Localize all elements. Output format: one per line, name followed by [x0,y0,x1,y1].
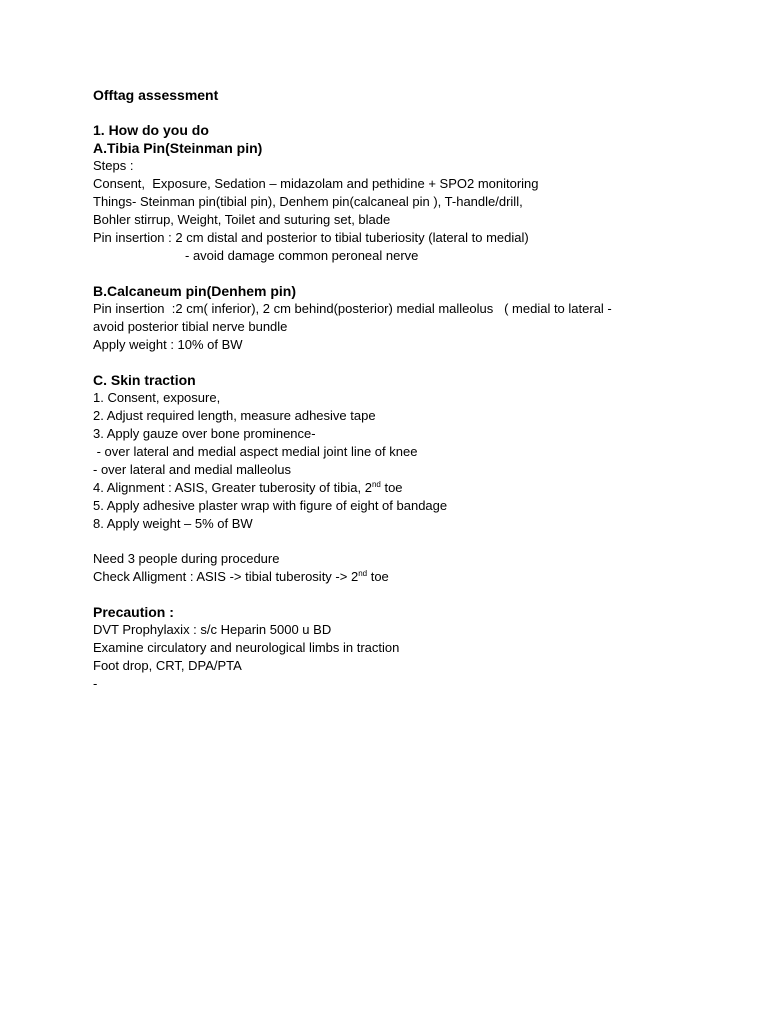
spacer [93,586,733,603]
check-toe: toe [367,569,389,584]
section-b-line: avoid posterior tibial nerve bundle [93,319,288,334]
spacer [93,354,733,371]
precaution-line: Examine circulatory and neurological limbs in traction [93,640,400,655]
section-b-line: Apply weight : 10% of BW [93,337,243,352]
spacer [93,104,733,121]
document-title: Offtag assessment [93,87,219,103]
ordinal-suffix: nd [371,480,381,489]
section-a-indent-line: - avoid damage common peroneal nerve [185,248,419,263]
precaution-heading: Precaution : [93,604,174,620]
alignment-line [93,479,733,497]
ordinal-suffix: nd [358,569,368,578]
section-c-line: 3. Apply gauze over bone prominence- [93,426,316,441]
precaution-line: DVT Prophylaxix : s/c Heparin 5000 u BD [93,622,332,637]
section-c-line: 5. Apply adhesive plaster wrap with figure of eight of bandage [93,498,448,513]
check-alignment-line [93,568,733,586]
alignment-toe: toe [380,480,403,495]
section-a-line: Bohler stirrup, Weight, Toilet and suturing set, blade [93,212,391,227]
trailing-dash: - [93,676,98,691]
section-a-line: Pin insertion : 2 cm distal and posterior to tibial tuberiosity (lateral to medial) [93,230,529,245]
section-a-line: Things- Steinman pin(tibial pin), Denhem pin(calcaneal pin ), T-handle/drill, [93,194,523,209]
precaution-line: Foot drop, CRT, DPA/PTA [93,658,242,673]
section-c-heading: C. Skin traction [93,372,196,388]
section-a-heading: A.Tibia Pin(Steinman pin) [93,140,263,156]
section-c-line: - over lateral and medial malleolus [93,462,291,477]
section-c-line: 8. Apply weight – 5% of BW [93,516,253,531]
people-note: Need 3 people during procedure [93,551,280,566]
section-b-line: Pin insertion :2 cm( inferior), 2 cm behind(posterior) medial malleolus ( medial to lateral - [93,301,612,316]
section-c-line: 2. Adjust required length, measure adhesive tape [93,408,376,423]
section-a-line: Consent, Exposure, Sedation – midazolam and pethidine + SPO2 monitoring [93,176,539,191]
steps-label: Steps : [93,158,134,173]
section-c-line: 1. Consent, exposure, [93,390,221,405]
document-page [93,86,733,693]
spacer [93,265,733,282]
check-text: Check Alligment : ASIS -> tibial tuberosity -> 2 [93,569,359,584]
alignment-text: 4. Alignment : ASIS, Greater tuberosity of tibia, 2 [93,480,372,495]
spacer [93,533,733,550]
section-b-heading: B.Calcaneum pin(Denhem pin) [93,283,297,299]
section-1-heading: 1. How do you do [93,122,209,138]
section-c-line: - over lateral and medial aspect medial joint line of knee [93,444,418,459]
